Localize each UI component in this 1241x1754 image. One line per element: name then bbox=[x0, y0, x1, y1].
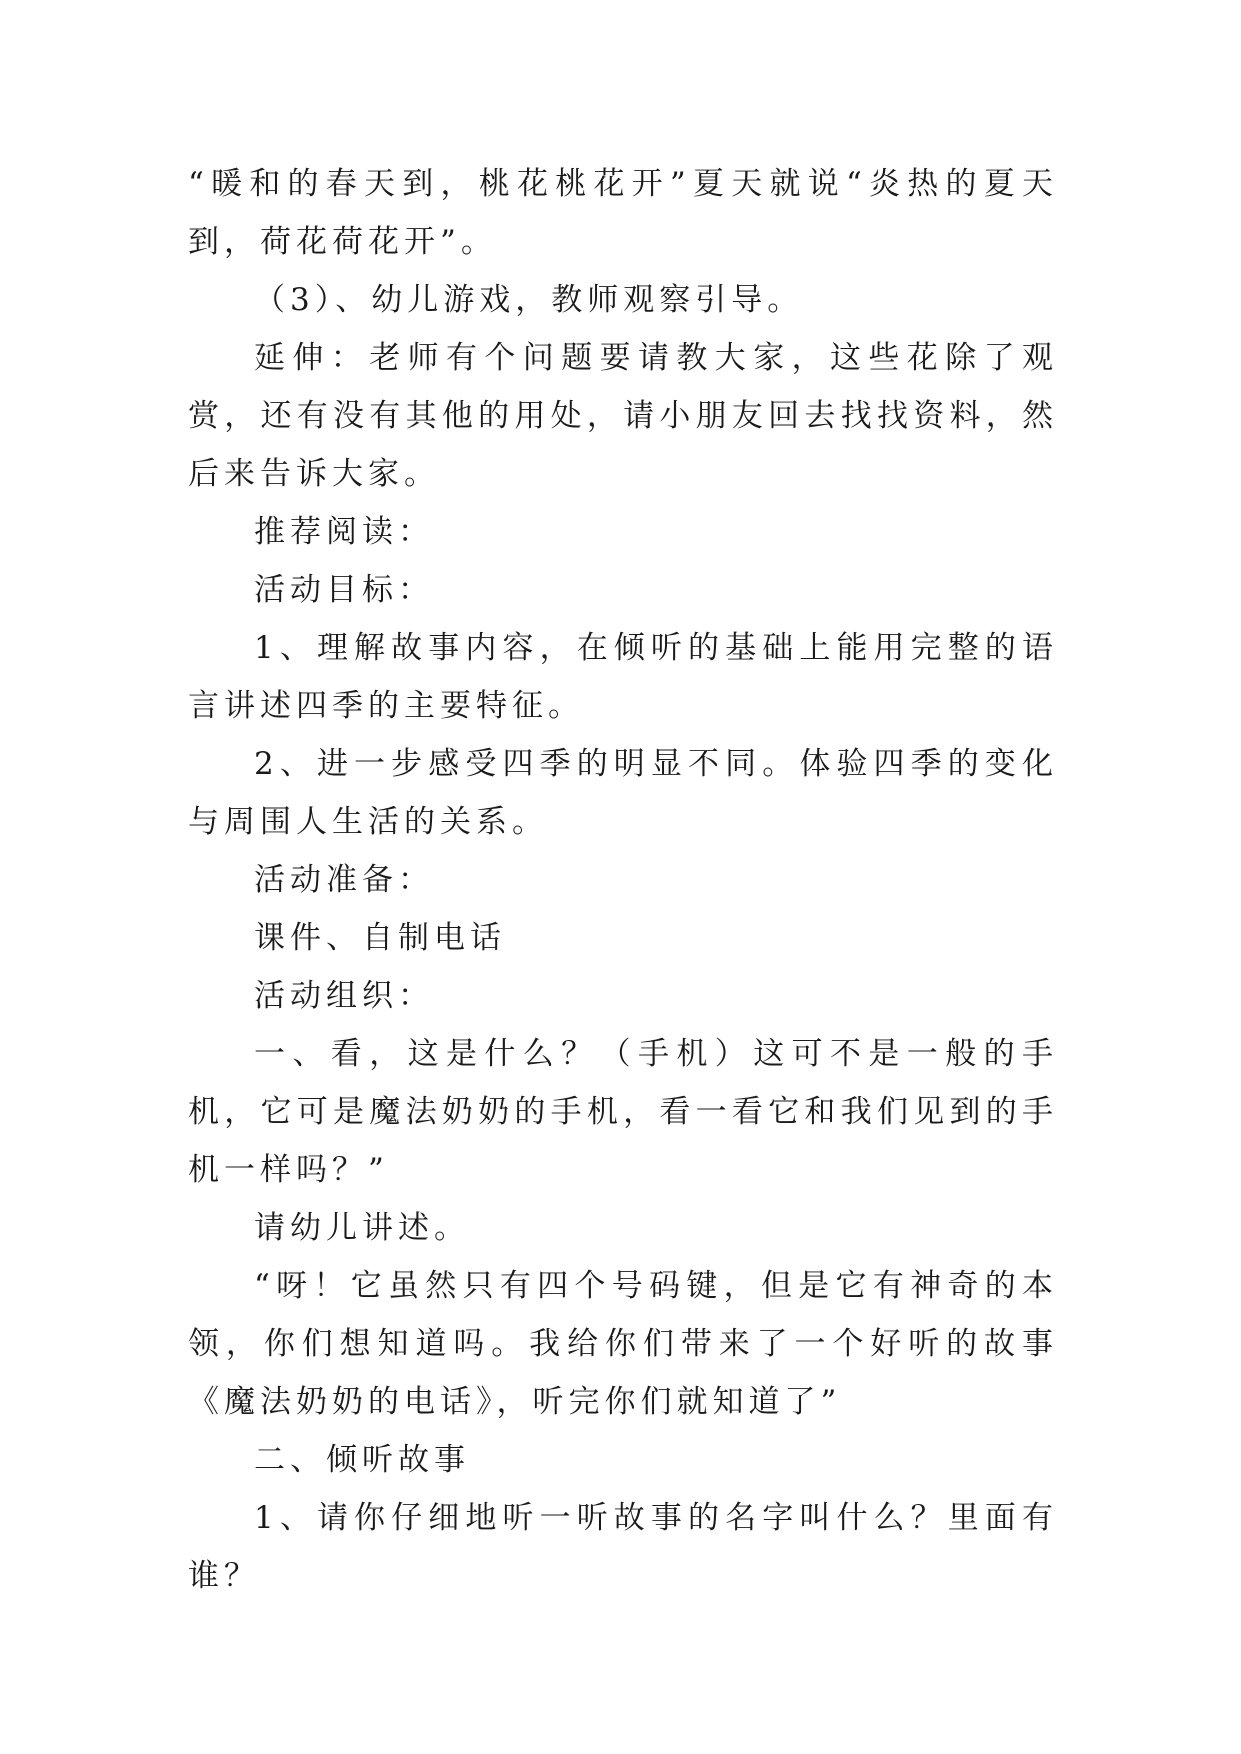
paragraph: 请幼儿讲述。 bbox=[254, 1210, 470, 1246]
paragraph: 二、倾听故事 bbox=[254, 1442, 470, 1478]
paragraph: 活动目标： bbox=[254, 572, 434, 608]
paragraph: 2、进一步感受四季的明显不同。体验四季的变化与周围人生活的关系。 bbox=[188, 746, 1058, 840]
paragraph: 1、理解故事内容，在倾听的基础上能用完整的语言讲述四季的主要特征。 bbox=[188, 630, 1058, 724]
paragraph: 活动组织： bbox=[254, 978, 434, 1014]
paragraph: 延伸：老师有个问题要请教大家，这些花除了观赏，还有没有其他的用处，请小朋友回去找找资料，然后来告诉大家。 bbox=[188, 340, 1058, 492]
paragraph: （3）、幼儿游戏，教师观察引导。 bbox=[254, 282, 804, 318]
paragraph: 活动准备： bbox=[254, 862, 434, 898]
paragraph: 推荐阅读： bbox=[254, 514, 434, 550]
paragraph: 1、请你仔细地听一听故事的名字叫什么？里面有谁？ bbox=[188, 1500, 1058, 1594]
paragraph: “暖和的春天到，桃花桃花开”夏天就说“炎热的夏天到，荷花荷花开”。 bbox=[188, 166, 1058, 260]
paragraph: 课件、自制电话 bbox=[254, 920, 506, 956]
document-body bbox=[188, 155, 1058, 1605]
paragraph: “呀！它虽然只有四个号码键，但是它有神奇的本领，你们想知道吗。我给你们带来了一个好听的故事《魔法奶奶的电话》，听完你们就知道了” bbox=[188, 1268, 1058, 1420]
paragraph: 一、看，这是什么？（手机）这可不是一般的手机，它可是魔法奶奶的手机，看一看它和我们见到的手机一样吗？” bbox=[188, 1036, 1058, 1188]
